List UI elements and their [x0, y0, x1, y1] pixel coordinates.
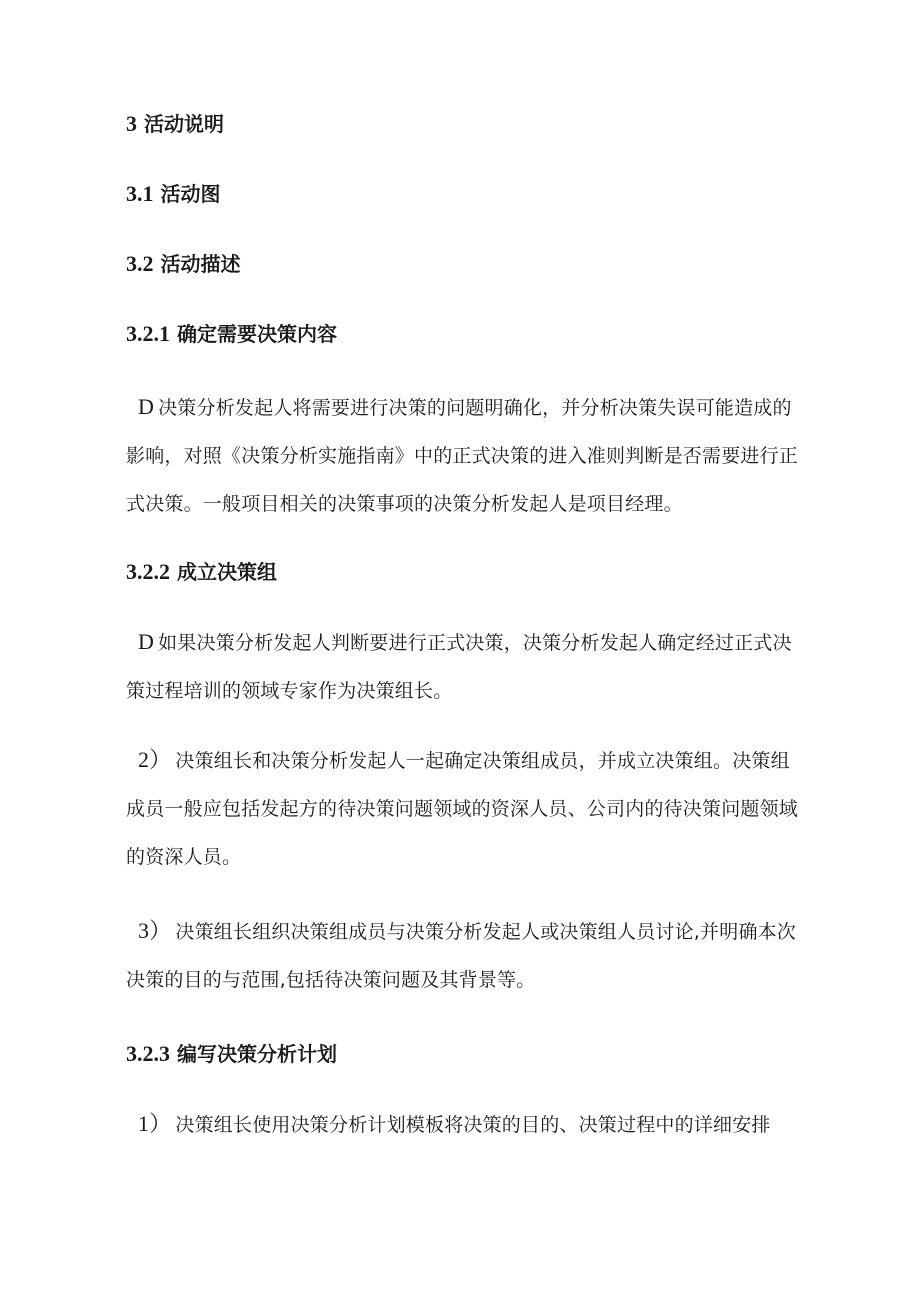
paragraph-group-members: [126, 736, 802, 881]
heading-number: 3.1: [126, 181, 154, 206]
paragraph-decision-content: [126, 383, 802, 528]
heading-text: 活动图: [160, 182, 221, 206]
heading-3-2-2: [126, 558, 277, 586]
list-marker: 2）: [138, 747, 172, 772]
heading-number: 3.2.3: [126, 1041, 170, 1066]
paragraph-text: 决策组长和决策分析发起人一起确定决策组成员，并成立决策组。决策组成员一般应包括发起方的待决策问题领域的资深人员、公司内的待决策问题领域的资深人员。: [126, 750, 799, 868]
heading-number: 3.2.2: [126, 559, 170, 584]
list-marker: 3）: [138, 918, 172, 943]
heading-number: 3.2.1: [126, 321, 170, 346]
heading-number: 3.2: [126, 251, 154, 276]
paragraph-group-leader: [126, 618, 802, 715]
paragraph-text: 决策组长组织决策组成员与决策分析发起人或决策组人员讨论,并明确本次决策的目的与范围,包括待决策问题及其背景等。: [126, 921, 797, 991]
heading-text: 活动说明: [143, 112, 224, 136]
paragraph-text: 如果决策分析发起人判断要进行正式决策，决策分析发起人确定经过正式决策过程培训的领域专家作为决策组长。: [126, 632, 792, 702]
heading-3-2: [126, 250, 240, 278]
list-marker: 1）: [138, 1111, 172, 1136]
list-marker: D: [138, 629, 155, 654]
heading-text: 活动描述: [160, 252, 241, 276]
heading-3-1: [126, 180, 220, 208]
paragraph-plan: [126, 1100, 802, 1149]
heading-text: 成立决策组: [176, 560, 277, 584]
paragraph-text: 决策分析发起人将需要进行决策的问题明确化，并分析决策失误可能造成的影响，对照《决策分析实施指南》中的正式决策的进入准则判断是否需要进行正式决策。一般项目相关的决策事项的决策分析发起人是项目经理。: [126, 397, 799, 515]
heading-3-2-1: [126, 320, 337, 348]
heading-number: 3: [126, 111, 137, 136]
heading-text: 确定需要决策内容: [176, 322, 337, 346]
heading-3: [126, 110, 224, 138]
list-marker: D: [138, 394, 155, 419]
paragraph-text: 决策组长使用决策分析计划模板将决策的目的、决策过程中的详细安排: [175, 1114, 771, 1136]
heading-3-2-3: [126, 1040, 337, 1068]
heading-text: 编写决策分析计划: [176, 1042, 337, 1066]
paragraph-discussion: [126, 907, 802, 1004]
